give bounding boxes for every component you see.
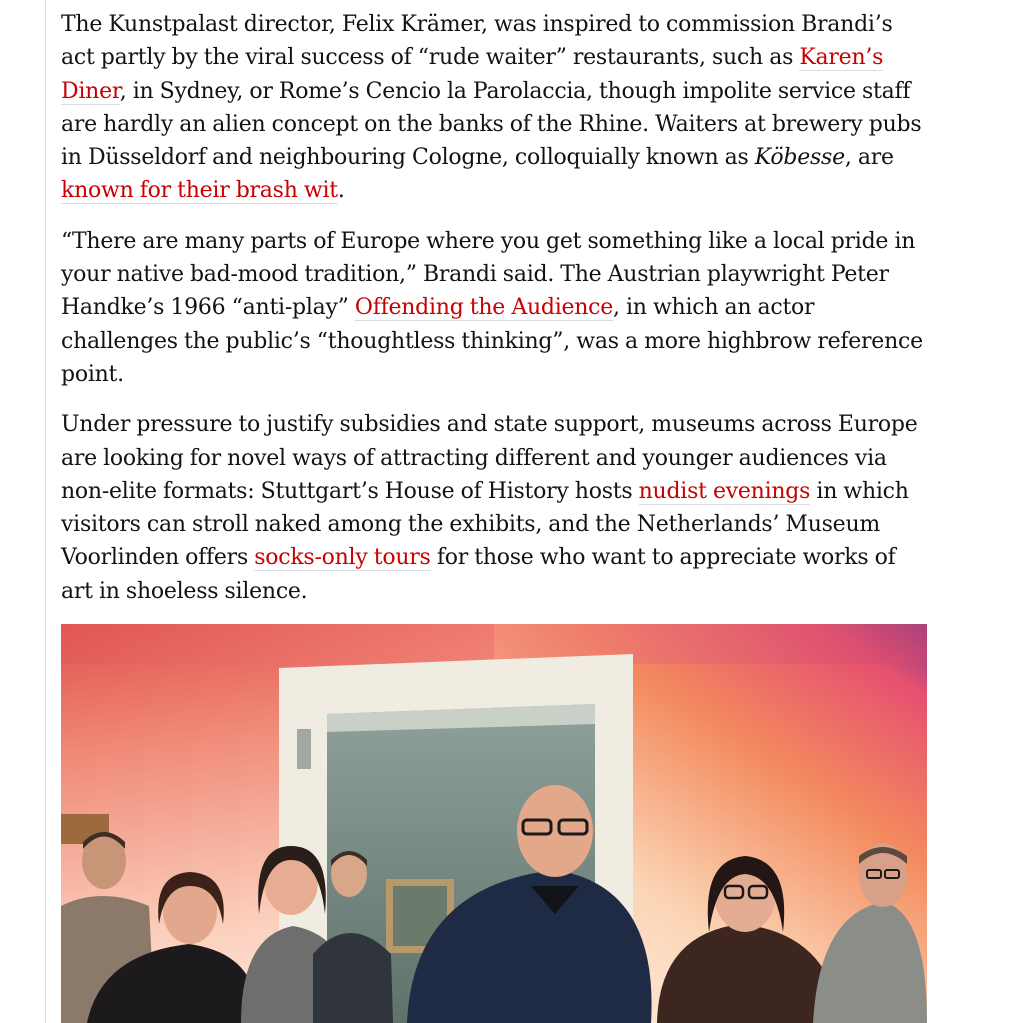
left-column-rule	[45, 0, 46, 1023]
link-socks-only-tours[interactable]: socks-only tours	[254, 545, 431, 571]
article-body	[61, 8, 931, 625]
article-photo[interactable]	[61, 624, 927, 1023]
article-paragraph-1: The Kunstpalast director, Felix Krämer, was inspired to commission Brandi’s act partly by the viral success of “rude waiter” restaurants, such as Karen’s Diner, in Sydney, or Rome’s Cencio la Parolaccia, though impolite service staff are hardly an alien concept on the banks of the Rhine. Waiters at brewery pubs in Düsseldorf and neighbouring Cologne, colloquially known as Köbesse, are known for their brash wit.	[61, 12, 922, 204]
link-known-for-their-brash-wit[interactable]: known for their brash wit	[61, 178, 338, 204]
link-offending-the-audience[interactable]: Offending the Audience	[354, 295, 614, 321]
photo-illustration	[61, 624, 927, 1023]
link-karens-diner[interactable]: Karen’s Diner	[61, 45, 884, 104]
link-nudist-evenings[interactable]: nudist evenings	[638, 478, 811, 504]
term-kobesse: Köbesse	[754, 145, 845, 171]
article-paragraph-3: Under pressure to justify subsidies and state support, museums across Europe are looking for novel ways of attracting different and younger audiences via non-elite formats: Stuttgart’s House of History hosts nudist evenings in which visitors can stroll naked among the exhibits, and the Netherlands’ Museum Voorlinden offers socks-only tours for those who want to appreciate works of art in shoeless silence.	[61, 412, 918, 604]
article-paragraph-2: “There are many parts of Europe where you get something like a local pride in your native bad-mood tradition,” Brandi said. The Austrian playwright Peter Handke’s 1966 “anti-play” Offending the Audience, in which an actor challenges the public’s “thoughtless thinking”, was a more highbrow reference point.	[61, 228, 923, 387]
